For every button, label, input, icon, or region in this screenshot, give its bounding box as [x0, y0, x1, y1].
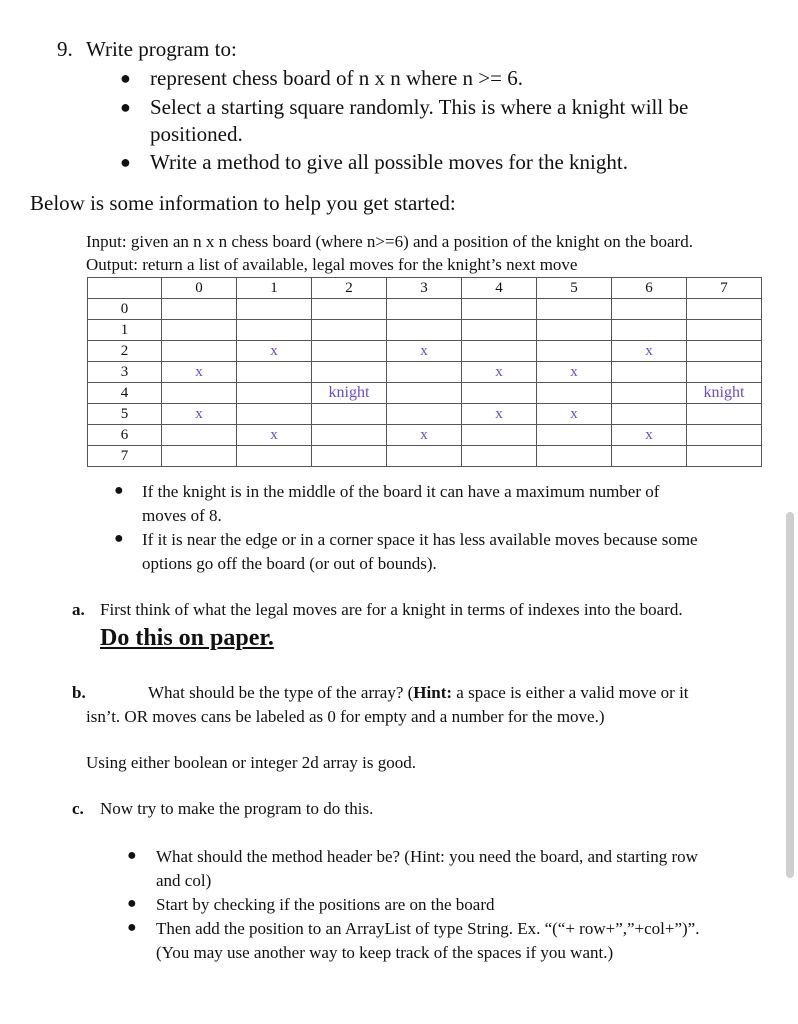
board-cell — [612, 383, 687, 404]
bullet-icon: ● — [120, 152, 131, 172]
board-cell — [237, 299, 312, 320]
board-cell — [237, 404, 312, 425]
board-cell — [162, 383, 237, 404]
question-heading — [57, 36, 237, 62]
column-header: 7 — [687, 278, 762, 299]
list-item-continuation: moves of 8. — [142, 506, 222, 525]
column-header: 3 — [387, 278, 462, 299]
column-header: 4 — [462, 278, 537, 299]
hint-label: Hint: — [413, 683, 453, 702]
board-cell — [612, 404, 687, 425]
board-cell — [687, 362, 762, 383]
board-cell — [462, 299, 537, 320]
row-header: 7 — [88, 446, 162, 467]
board-cell — [162, 320, 237, 341]
column-header: 2 — [312, 278, 387, 299]
part-b-label: b. — [72, 683, 86, 702]
board-header-row — [88, 278, 762, 299]
board-cell — [312, 425, 387, 446]
board-cell — [312, 362, 387, 383]
board-cell — [612, 320, 687, 341]
output-description: Output: return a list of available, legal moves for the knight’s next move — [86, 255, 578, 274]
move-marker-cell: x — [162, 362, 237, 383]
table-row — [88, 341, 762, 362]
list-item: If it is near the edge or in a corner space it has less available moves because some — [142, 530, 698, 549]
row-header: 0 — [88, 299, 162, 320]
board-cell — [612, 299, 687, 320]
list-item: Write a method to give all possible moves for the knight. — [150, 150, 628, 174]
board-cell — [612, 446, 687, 467]
board-cell — [162, 425, 237, 446]
board-cell — [387, 404, 462, 425]
row-header: 2 — [88, 341, 162, 362]
bullet-icon: ● — [120, 97, 131, 117]
board-cell — [687, 299, 762, 320]
table-row — [88, 299, 762, 320]
table-row — [88, 362, 762, 383]
vertical-scrollbar[interactable] — [786, 512, 794, 878]
board-cell — [687, 320, 762, 341]
chess-board-table — [87, 277, 762, 467]
move-marker-cell: x — [237, 341, 312, 362]
board-cell — [537, 425, 612, 446]
list-item-continuation: positioned. — [150, 122, 243, 146]
board-cell — [537, 341, 612, 362]
part-b-text-pre: What should be the type of the array? ( — [148, 683, 414, 702]
row-header: 4 — [88, 383, 162, 404]
board-cell — [537, 320, 612, 341]
bullet-icon: ● — [114, 482, 124, 499]
bullet-icon: ● — [120, 68, 131, 88]
board-cell — [312, 299, 387, 320]
board-cell — [687, 425, 762, 446]
board-cell — [462, 320, 537, 341]
move-marker-cell: x — [612, 341, 687, 362]
board-cell — [687, 341, 762, 362]
part-b-answer: Using either boolean or integer 2d array is good. — [86, 753, 416, 772]
list-item: Select a starting square randomly. This is where a knight will be — [150, 95, 689, 119]
board-cell — [387, 362, 462, 383]
board-cell — [612, 362, 687, 383]
question-number: 9. — [57, 37, 73, 61]
board-corner-cell — [88, 278, 162, 299]
list-item: Start by checking if the positions are on the board — [156, 895, 495, 914]
board-cell — [312, 341, 387, 362]
list-item-continuation: and col) — [156, 871, 212, 890]
bullet-icon: ● — [127, 895, 137, 912]
board-cell — [162, 446, 237, 467]
board-cell — [237, 446, 312, 467]
move-marker-cell: x — [612, 425, 687, 446]
board-cell — [462, 446, 537, 467]
bullet-icon: ● — [114, 530, 124, 547]
move-marker-cell: x — [162, 404, 237, 425]
board-cell — [387, 299, 462, 320]
part-a-label: a. — [72, 600, 85, 619]
board-cell — [312, 446, 387, 467]
move-marker-cell: x — [237, 425, 312, 446]
board-cell — [162, 341, 237, 362]
list-item: If the knight is in the middle of the board it can have a maximum number of — [142, 482, 660, 501]
column-header: 5 — [537, 278, 612, 299]
row-header: 6 — [88, 425, 162, 446]
board-cell — [162, 299, 237, 320]
row-header: 5 — [88, 404, 162, 425]
part-c-label: c. — [72, 799, 84, 818]
list-item: represent chess board of n x n where n >= 6. — [150, 66, 523, 90]
row-header: 3 — [88, 362, 162, 383]
list-item-continuation: (You may use another way to keep track of the spaces if you want.) — [156, 943, 614, 962]
table-row — [88, 425, 762, 446]
column-header: 0 — [162, 278, 237, 299]
board-cell — [537, 383, 612, 404]
column-header: 6 — [612, 278, 687, 299]
part-b-text-line2: isn’t. OR moves cans be labeled as 0 for empty and a number for the move.) — [86, 707, 605, 726]
question-title: Write program to: — [86, 37, 237, 61]
list-item: Then add the position to an ArrayList of type String. Ex. “(“+ row+”,”+col+”)”. — [156, 919, 700, 938]
part-a-text: First think of what the legal moves are for a knight in terms of indexes into the board. — [100, 600, 683, 619]
knight-cell: knight — [312, 383, 387, 404]
list-item-continuation: options go off the board (or out of bounds). — [142, 554, 437, 573]
input-description: Input: given an n x n chess board (where n>=6) and a position of the knight on the board. — [86, 232, 693, 251]
move-marker-cell: x — [537, 404, 612, 425]
table-row — [88, 383, 762, 404]
table-row — [88, 446, 762, 467]
table-row — [88, 320, 762, 341]
board-cell — [537, 299, 612, 320]
part-b-text — [148, 681, 788, 705]
part-a-emphasis: Do this on paper. — [100, 625, 274, 651]
board-cell — [462, 383, 537, 404]
move-marker-cell: x — [462, 404, 537, 425]
part-b-text-post: a space is either a valid move or it — [452, 683, 689, 702]
board-cell — [462, 341, 537, 362]
move-marker-cell: x — [387, 341, 462, 362]
table-row — [88, 404, 762, 425]
move-marker-cell: x — [387, 425, 462, 446]
board-cell — [237, 383, 312, 404]
board-cell — [387, 320, 462, 341]
knight-cell: knight — [687, 383, 762, 404]
board-cell — [687, 404, 762, 425]
board-cell — [387, 446, 462, 467]
board-cell — [687, 446, 762, 467]
board-cell — [537, 446, 612, 467]
bullet-icon: ● — [127, 847, 137, 864]
board-cell — [387, 383, 462, 404]
row-header: 1 — [88, 320, 162, 341]
move-marker-cell: x — [462, 362, 537, 383]
list-item: What should the method header be? (Hint: you need the board, and starting row — [156, 847, 698, 866]
info-heading: Below is some information to help you get started: — [30, 191, 456, 215]
board-cell — [312, 320, 387, 341]
bullet-icon: ● — [127, 919, 137, 936]
board-cell — [237, 362, 312, 383]
board-cell — [462, 425, 537, 446]
board-cell — [312, 404, 387, 425]
column-header: 1 — [237, 278, 312, 299]
part-c-text: Now try to make the program to do this. — [100, 799, 374, 818]
board-cell — [237, 320, 312, 341]
move-marker-cell: x — [537, 362, 612, 383]
